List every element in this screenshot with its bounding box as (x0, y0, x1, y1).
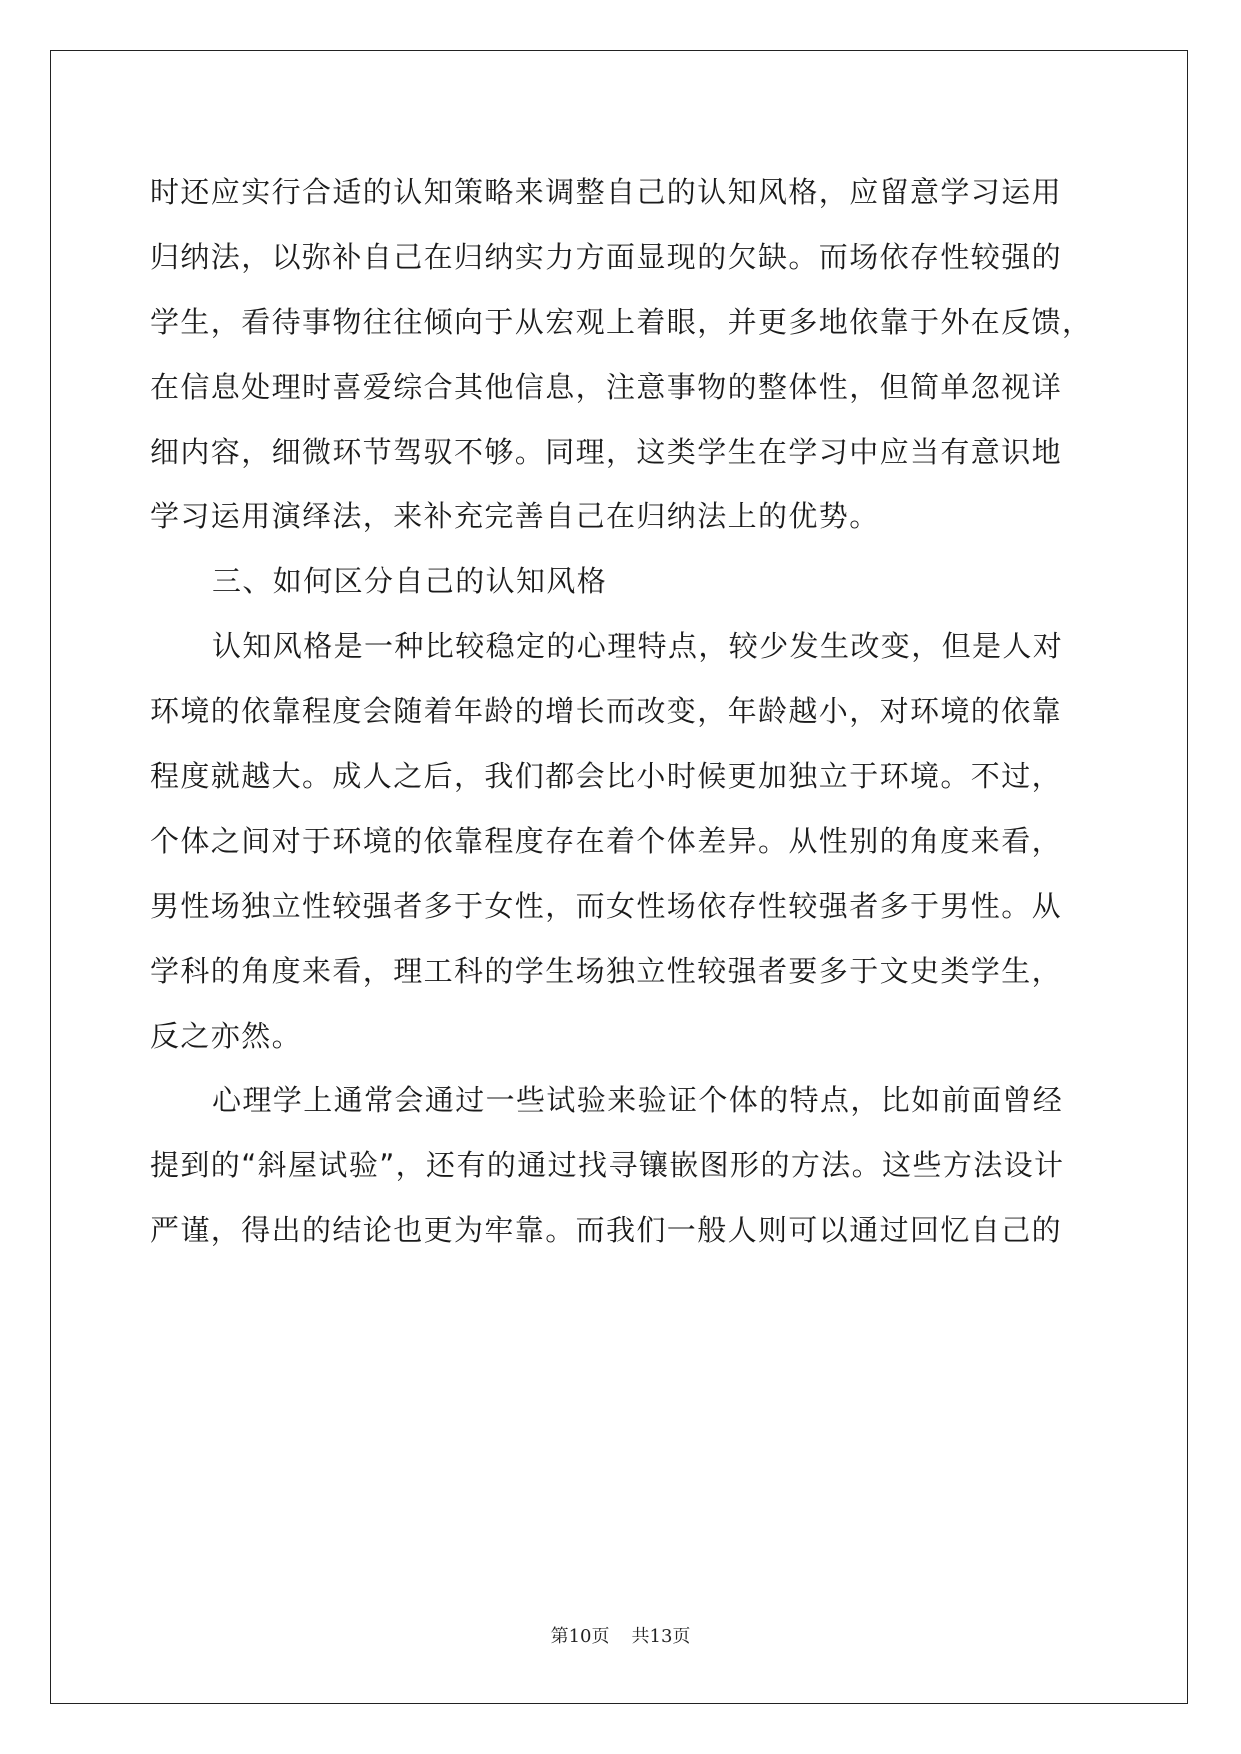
text-line: 环境的依靠程度会随着年龄的增长而改变，年龄越小，对环境的依靠 (150, 694, 1063, 729)
text-line: 个体之间对于环境的依靠程度存在着个体差异。从性别的角度来看， (150, 823, 1063, 858)
text-line: 反之亦然。 (150, 1018, 303, 1053)
text-line: 学生，看待事物往往倾向于从宏观上着眼，并更多地依靠于外在反馈， (150, 304, 1093, 339)
text-line: 心理学上通常会通过一些试验来验证个体的特点，比如前面曾经 (212, 1083, 1064, 1118)
text-line: 细内容，细微环节驾驭不够。同理，这类学生在学习中应当有意识地 (150, 434, 1063, 469)
page-number: 第10页 (550, 1626, 610, 1647)
text-line: 提到的“斜屋试验”，还有的通过找寻镶嵌图形的方法。这些方法设计 (150, 1148, 1065, 1183)
text-line: 认知风格是一种比较稳定的心理特点，较少发生改变，但是人对 (212, 629, 1064, 664)
text-line: 在信息处理时喜爱综合其他信息，注意事物的整体性，但简单忽视详 (150, 369, 1063, 404)
text-line: 男性场独立性较强者多于女性，而女性场依存性较强者多于男性。从 (150, 888, 1063, 923)
text-line: 学习运用演绎法，来补充完善自己在归纳法上的优势。 (150, 499, 880, 534)
text-line: 三、如何区分自己的认知风格 (212, 564, 608, 599)
page-footer (0, 1622, 1241, 1648)
text-line: 归纳法，以弥补自己在归纳实力方面显现的欠缺。而场依存性较强的 (150, 239, 1063, 274)
text-line: 时还应实行合适的认知策略来调整自己的认知风格，应留意学习运用 (150, 175, 1063, 209)
document-body (150, 160, 1093, 1263)
text-line: 严谨，得出的结论也更为牢靠。而我们一般人则可以通过回忆自己的 (150, 1213, 1063, 1248)
page-total: 共13页 (631, 1626, 691, 1647)
text-line: 程度就越大。成人之后，我们都会比小时候更加独立于环境。不过， (150, 759, 1063, 794)
text-line: 学科的角度来看，理工科的学生场独立性较强者要多于文史类学生， (150, 953, 1063, 988)
